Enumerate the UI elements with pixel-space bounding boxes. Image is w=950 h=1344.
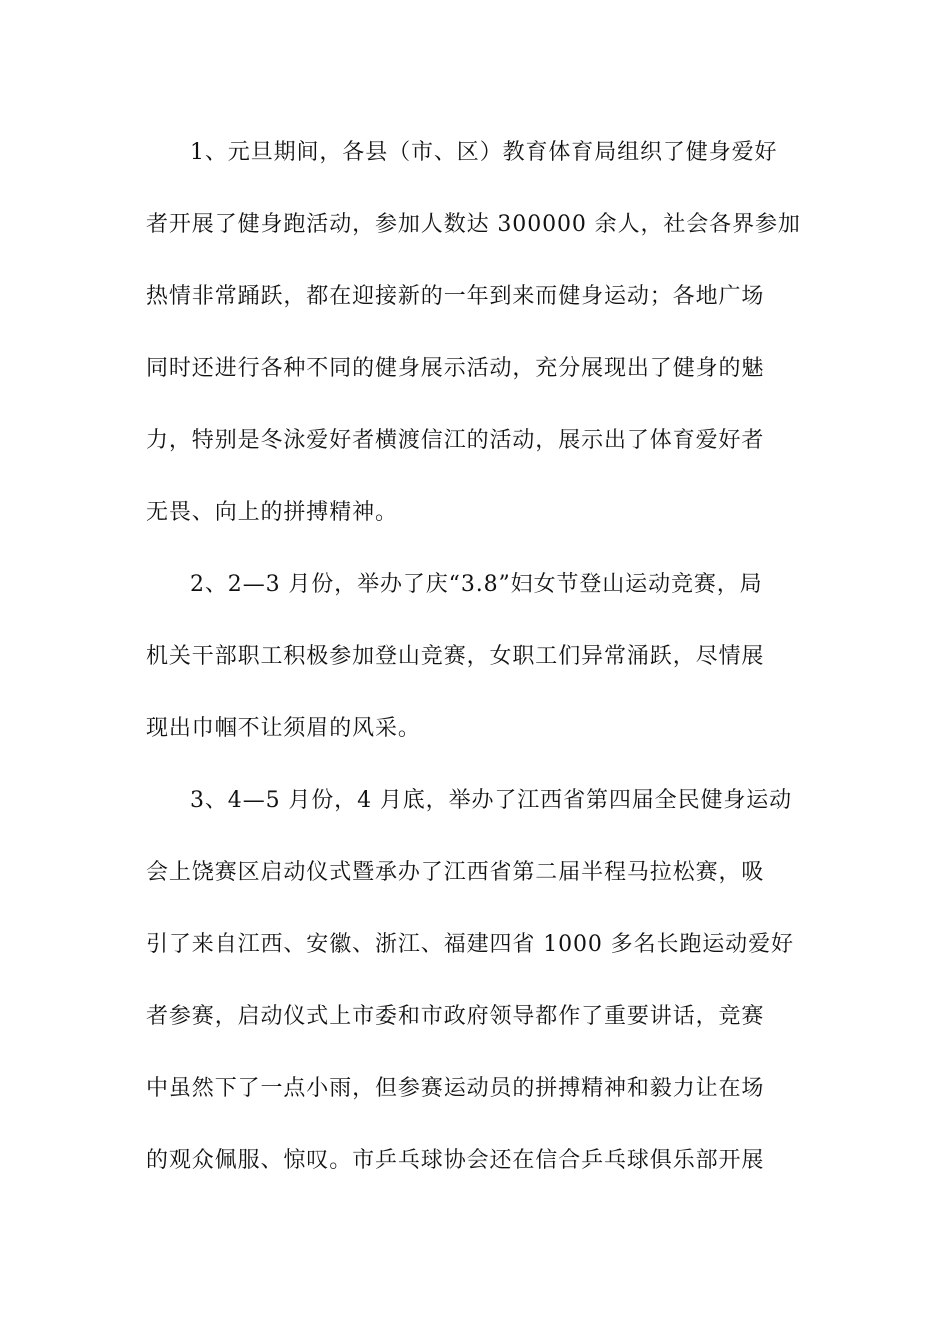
paragraph-1-line-5: 力，特别是冬泳爱好者横渡信江的活动，展示出了体育爱好者: [146, 428, 765, 453]
paragraph-3-line-2: 会上饶赛区启动仪式暨承办了江西省第二届半程马拉松赛，吸: [146, 860, 765, 885]
paragraph-3-line-1: 3、4—5 月份，4 月底，举办了江西省第四届全民健身运动: [190, 788, 793, 813]
paragraph-1-line-1: 1、元旦期间，各县（市、区）教育体育局组织了健身爱好: [190, 140, 778, 165]
paragraph-3-line-5: 中虽然下了一点小雨，但参赛运动员的拼搏精神和毅力让在场: [146, 1076, 765, 1101]
paragraph-3-line-3: 引了来自江西、安徽、浙江、福建四省 1000 多名长跑运动爱好: [146, 932, 794, 957]
paragraph-1-line-4: 同时还进行各种不同的健身展示活动，充分展现出了健身的魅: [146, 356, 765, 381]
paragraph-2-line-2: 机关干部职工积极参加登山竞赛，女职工们异常涌跃，尽情展: [146, 644, 765, 669]
paragraph-1-line-6: 无畏、向上的拼搏精神。: [146, 500, 398, 525]
paragraph-1-line-3: 热情非常踊跃，都在迎接新的一年到来而健身运动；各地广场: [146, 284, 765, 309]
paragraph-2-line-3: 现出巾帼不让须眉的风采。: [146, 716, 421, 741]
paragraph-2-line-1: 2、2—3 月份，举办了庆“3.8”妇女节登山运动竞赛，局: [190, 572, 763, 597]
paragraph-3-line-6: 的观众佩服、惊叹。市乒乓球协会还在信合乒乓球俱乐部开展: [146, 1148, 765, 1173]
paragraph-3-line-4: 者参赛，启动仪式上市委和市政府领导都作了重要讲话，竞赛: [146, 1004, 765, 1029]
paragraph-1-line-2: 者开展了健身跑活动，参加人数达 300000 余人，社会各界参加: [146, 212, 801, 237]
